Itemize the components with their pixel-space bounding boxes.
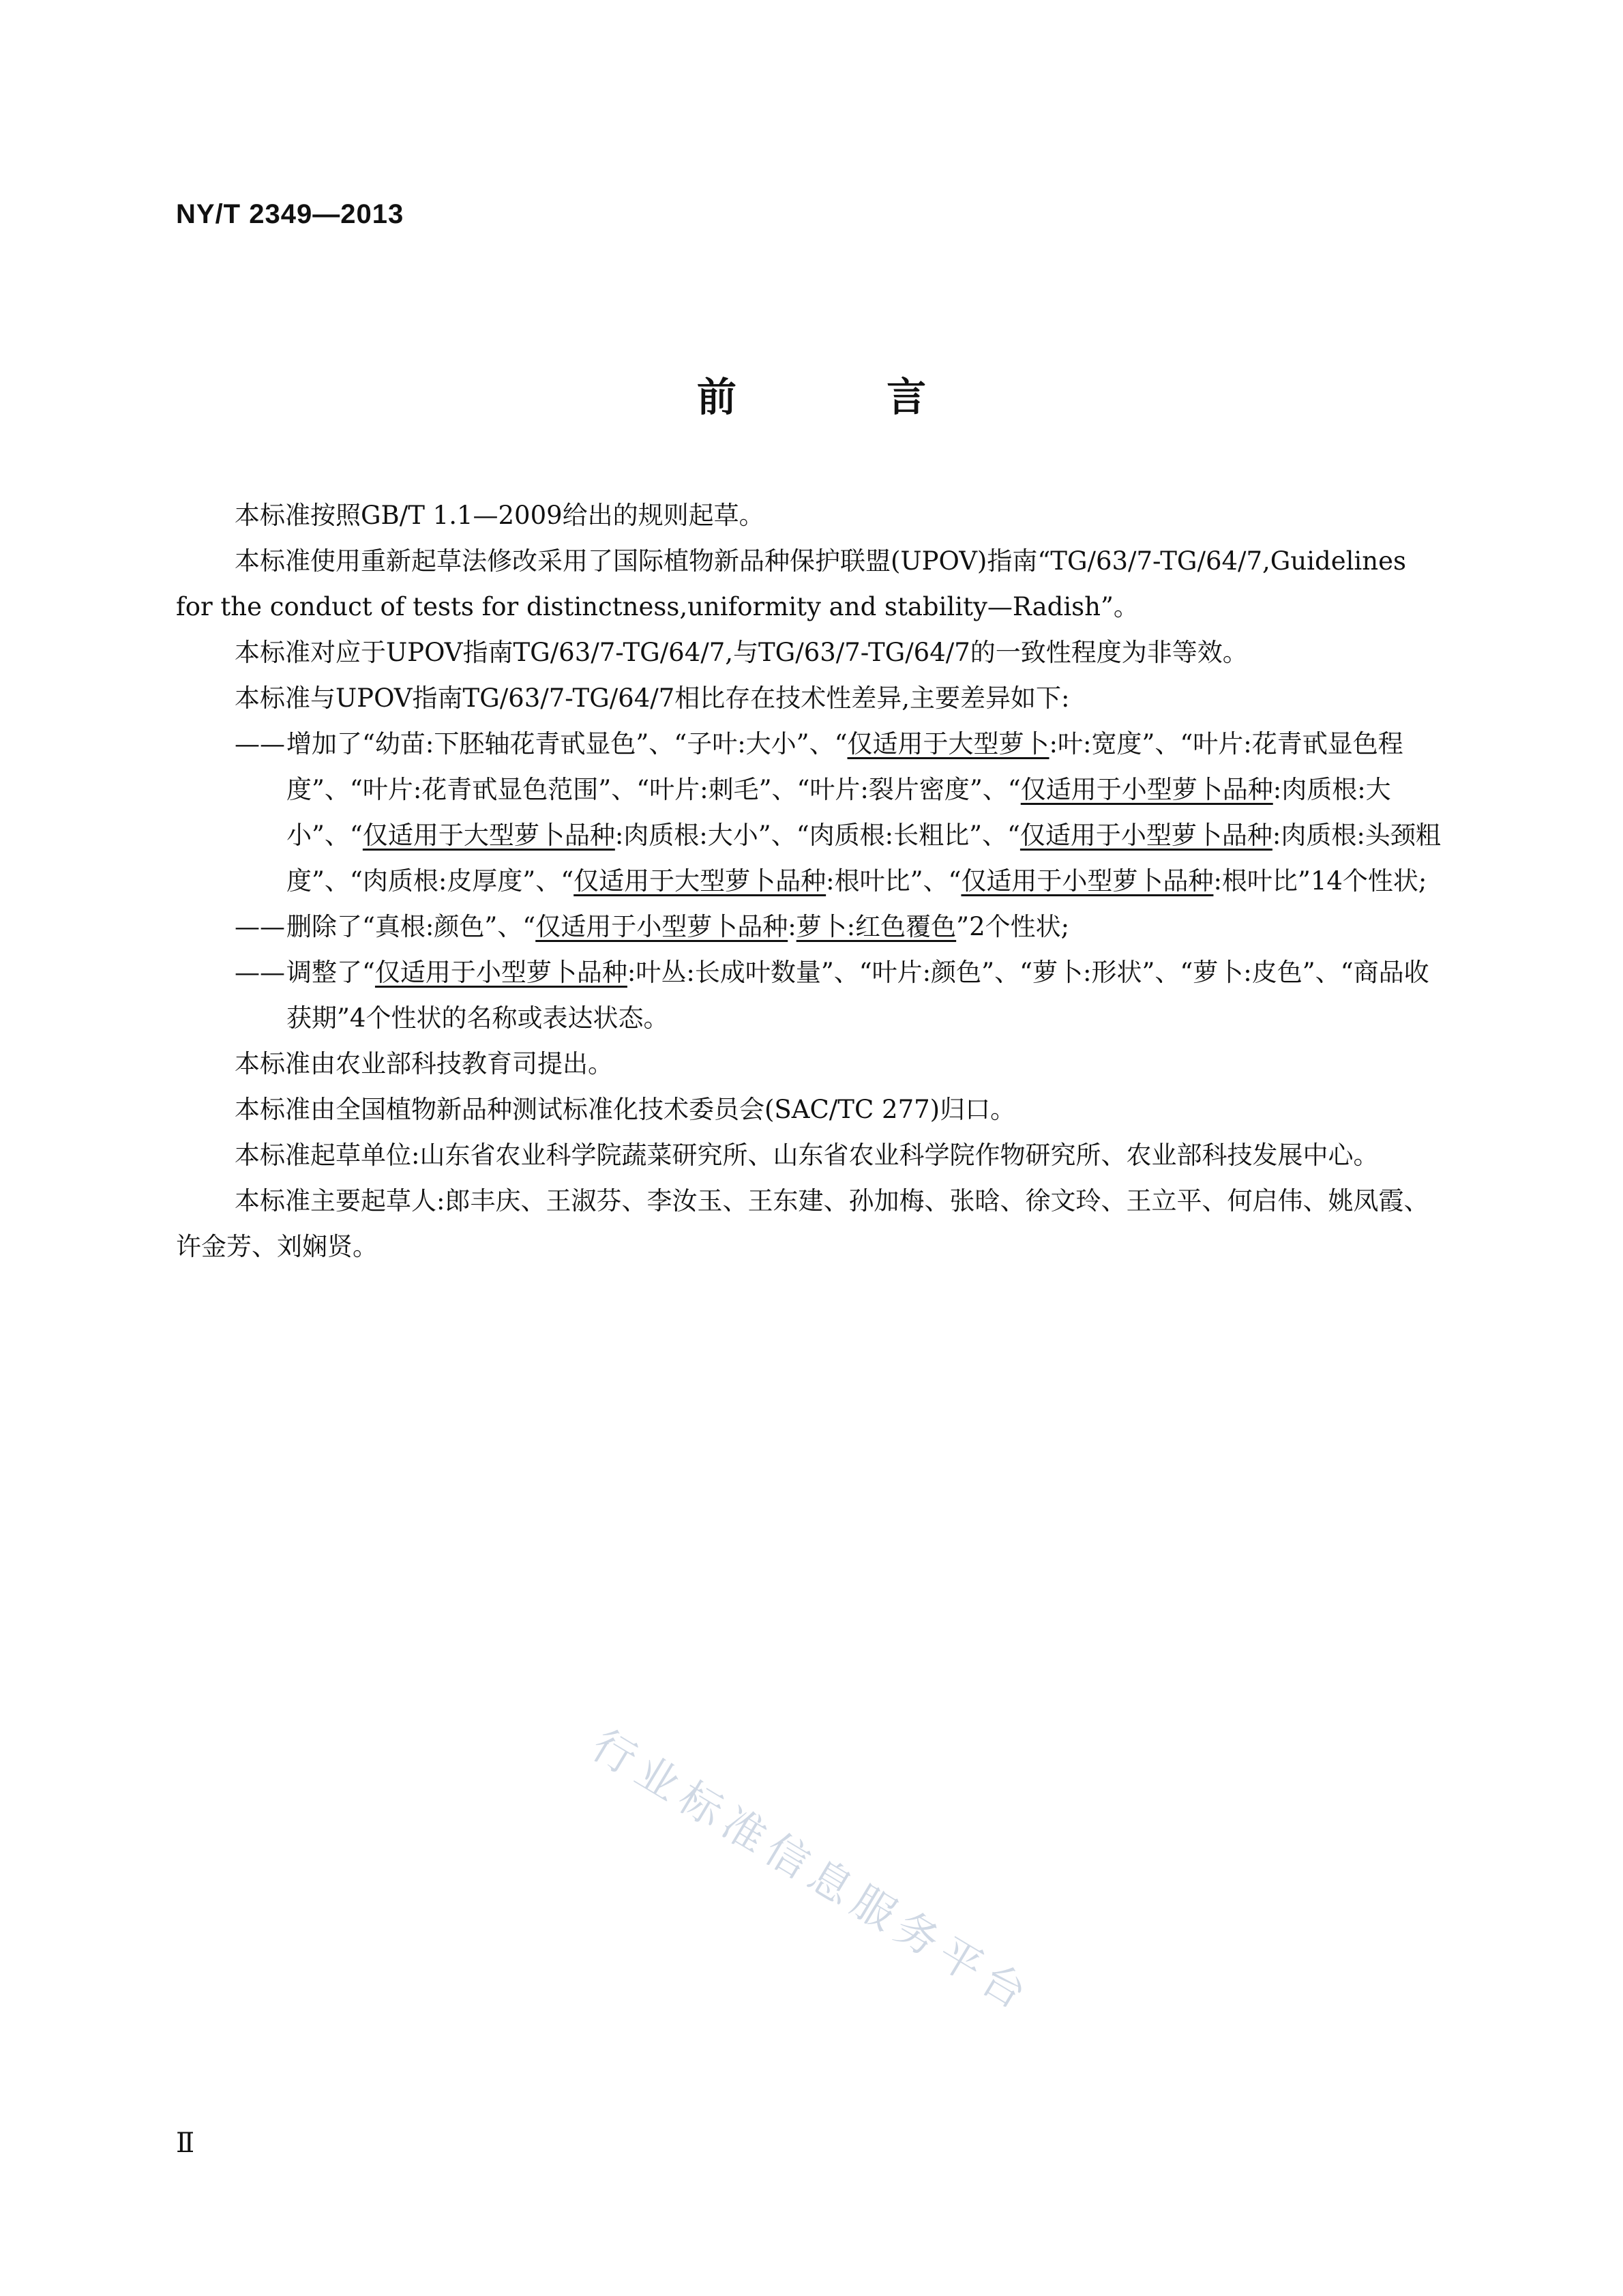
paragraph-drafting-rules: 本标准按照GB/T 1.1—2009给出的规则起草。 <box>235 501 764 530</box>
text-segment: 增加了“幼苗:下胚轴花青甙显色”、“子叶:大小”、“ <box>286 729 848 759</box>
list-item-adjusted-traits <box>176 950 1443 1041</box>
paragraph-drafting-units: 本标准起草单位:山东省农业科学院蔬菜研究所、山东省农业科学院作物研究所、农业部科技发展中心。 <box>235 1140 1379 1170</box>
underlined-scope: 仅适用于小型萝卜品种 <box>1020 775 1273 804</box>
paragraph-drafters: 本标准主要起草人:郎丰庆、王淑芬、李汝玉、王东建、孙加梅、张晗、徐文玲、王立平、何启伟、姚凤霞、许金芳、刘娴贤。 <box>176 1186 1429 1261</box>
text-segment: : <box>788 912 796 941</box>
underlined-scope: 仅适用于大型萝卜 <box>847 729 1049 759</box>
underlined-trait: 萝卜:红色覆色 <box>796 912 957 941</box>
list-dash: —— <box>235 729 285 759</box>
paragraph-consistency: 本标准对应于UPOV指南TG/63/7-TG/64/7,与TG/63/7-TG/64/7的一致性程度为非等效。 <box>235 638 1248 667</box>
text-segment: ”2个性状; <box>956 912 1070 941</box>
page-title: 前 言 <box>696 374 995 420</box>
text-segment: :肉质根:头颈粗度”、“肉质根:皮厚度”、“ <box>286 821 1441 896</box>
paragraph-proposer: 本标准由农业部科技教育司提出。 <box>235 1049 613 1078</box>
underlined-scope: 仅适用于小型萝卜品种 <box>374 958 627 987</box>
standard-code: NY/T 2349—2013 <box>176 199 404 229</box>
text-segment: :叶:宽度”、“叶片:花青甙显色程度”、“叶片:花青甙显色范围”、“叶片:刺毛”、“叶片:裂片密度”、“ <box>286 729 1403 804</box>
underlined-scope: 仅适用于大型萝卜品种 <box>574 866 827 896</box>
text-segment: :肉质根:大小”、“肉质根:长粗比”、“ <box>614 821 1020 850</box>
foreword-body <box>176 492 1443 1269</box>
list-dash: —— <box>235 958 285 987</box>
underlined-scope: 仅适用于小型萝卜品种 <box>535 912 788 941</box>
paragraph-committee: 本标准由全国植物新品种测试标准化技术委员会(SAC/TC 277)归口。 <box>235 1095 1016 1124</box>
paragraph-differences-intro: 本标准与UPOV指南TG/63/7-TG/64/7相比存在技术性差异,主要差异如下: <box>235 683 1070 713</box>
text-segment: :叶丛:长成叶数量”、“叶片:颜色”、“萝卜:形状”、“萝卜:皮色”、“商品收获期”4个性状的名称或表达状态。 <box>286 958 1429 1033</box>
text-segment: :根叶比”、“ <box>826 866 962 896</box>
underlined-scope: 仅适用于小型萝卜品种 <box>1019 821 1272 850</box>
text-segment: 调整了“ <box>286 958 375 987</box>
underlined-scope: 仅适用于大型萝卜品种 <box>362 821 615 850</box>
text-segment: :肉质根:大小”、“ <box>286 775 1391 850</box>
text-segment: :根叶比”14个性状; <box>1213 866 1427 896</box>
paragraph-upov-adoption: 本标准使用重新起草法修改采用了国际植物新品种保护联盟(UPOV)指南“TG/63/7-TG/64/7,Guidelines for the conduct of tests for distinctness,uniformity and stability—Radish”。 <box>176 546 1406 621</box>
page-number: Ⅱ <box>176 2128 195 2158</box>
underlined-scope: 仅适用于小型萝卜品种 <box>961 866 1214 896</box>
list-item-deleted-traits <box>176 904 1443 950</box>
watermark: 行业标准信息服务平台 <box>583 1720 1042 2022</box>
list-item-added-traits <box>176 721 1443 904</box>
list-dash: —— <box>235 912 285 941</box>
text-segment: 删除了“真根:颜色”、“ <box>286 912 536 941</box>
